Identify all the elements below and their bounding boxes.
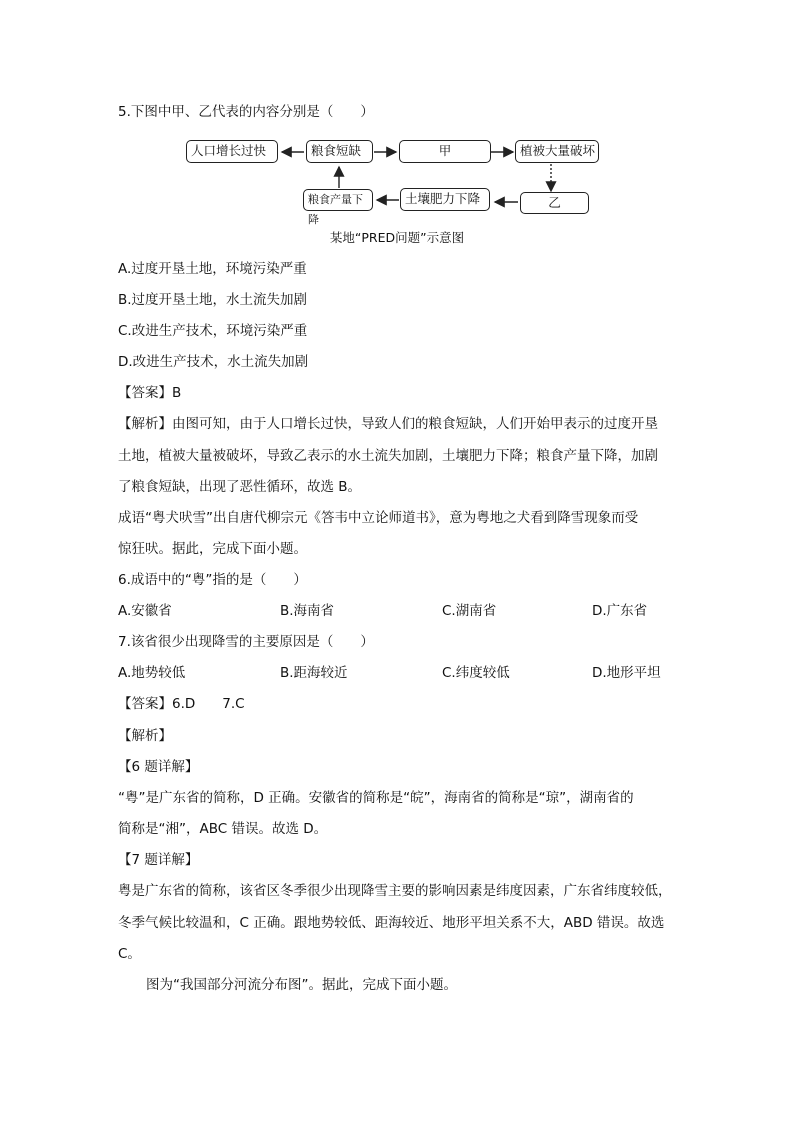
diagram-box-soil-fertility: 土壤肥力下降 <box>400 188 490 211</box>
q6-option-c: C.湖南省 <box>442 603 497 619</box>
diagram-box-yield-decline: 粮食产量下降 <box>303 189 373 211</box>
q5-option-a: A.过度开垦土地，环境污染严重 <box>118 261 307 277</box>
q5-option-d: D.改进生产技术，水土流失加剧 <box>118 354 309 370</box>
detail-7-line-3: C。 <box>118 946 141 962</box>
q5-stem: 5.下图中甲、乙代表的内容分别是（ ） <box>118 104 374 120</box>
q5-analysis-line-1: 【解析】由图可知，由于人口增长过快，导致人们的粮食短缺，人们开始甲表示的过度开垦 <box>118 416 658 432</box>
q5-analysis-line-2: 土地，植被大量被破坏，导致乙表示的水土流失加剧，土壤肥力下降；粮食产量下降，加剧 <box>118 448 658 464</box>
diagram-caption: 某地“PRED问题”示意图 <box>329 230 465 245</box>
q5-option-b: B.过度开垦土地，水土流失加剧 <box>118 292 308 308</box>
diagram-box-yi: 乙 <box>520 192 589 214</box>
q5-answer: 【答案】B <box>118 385 182 401</box>
detail-7-title: 【7 题详解】 <box>118 852 199 868</box>
answers-67: 【答案】6.D 7.C <box>118 696 245 712</box>
next-question-intro: 图为“我国部分河流分布图”。据此，完成下面小题。 <box>146 977 457 993</box>
diagram-box-vegetation: 植被大量破坏 <box>515 140 599 163</box>
q6-option-a: A.安徽省 <box>118 603 172 619</box>
detail-7-line-2: 冬季气候比较温和，C 正确。跟地势较低、距海较近、地形平坦关系不大，ABD 错误。故选 <box>118 915 665 931</box>
q6-option-b: B.海南省 <box>280 603 335 619</box>
q5-analysis-line-3: 了粮食短缺，出现了恶性循环，故选 B。 <box>118 479 362 495</box>
intro-67-line-1: 成语“粤犬吠雪”出自唐代柳宗元《答韦中立论师道书》，意为粤地之犬看到降雪现象而受 <box>118 510 639 526</box>
q7-option-d: D.地形平坦 <box>592 665 661 681</box>
analysis-title: 【解析】 <box>118 728 172 744</box>
q5-option-c: C.改进生产技术，环境污染严重 <box>118 323 308 339</box>
q7-option-b: B.距海较近 <box>280 665 348 681</box>
q7-option-c: C.纬度较低 <box>442 665 510 681</box>
intro-67-line-2: 惊狂吠。据此，完成下面小题。 <box>118 541 307 557</box>
diagram-box-food-shortage: 粮食短缺 <box>306 140 373 163</box>
detail-6-line-1: “粤”是广东省的简称，D 正确。安徽省的简称是“皖”，海南省的简称是“琼”，湖南省的 <box>118 790 634 806</box>
q6-option-d: D.广东省 <box>592 603 648 619</box>
q7-stem: 7.该省很少出现降雪的主要原因是（ ） <box>118 634 374 650</box>
diagram-box-jia: 甲 <box>399 140 491 163</box>
detail-6-title: 【6 题详解】 <box>118 759 199 775</box>
q7-option-a: A.地势较低 <box>118 665 186 681</box>
detail-6-line-2: 简称是“湘”，ABC 错误。故选 D。 <box>118 821 328 837</box>
diagram-arrows <box>0 0 794 260</box>
detail-7-line-1: 粤是广东省的简称，该省区冬季很少出现降雪主要的影响因素是纬度因素，广东省纬度较低， <box>118 883 672 899</box>
q6-stem: 6.成语中的“粤”指的是（ ） <box>118 572 307 588</box>
diagram-box-population: 人口增长过快 <box>186 140 278 163</box>
